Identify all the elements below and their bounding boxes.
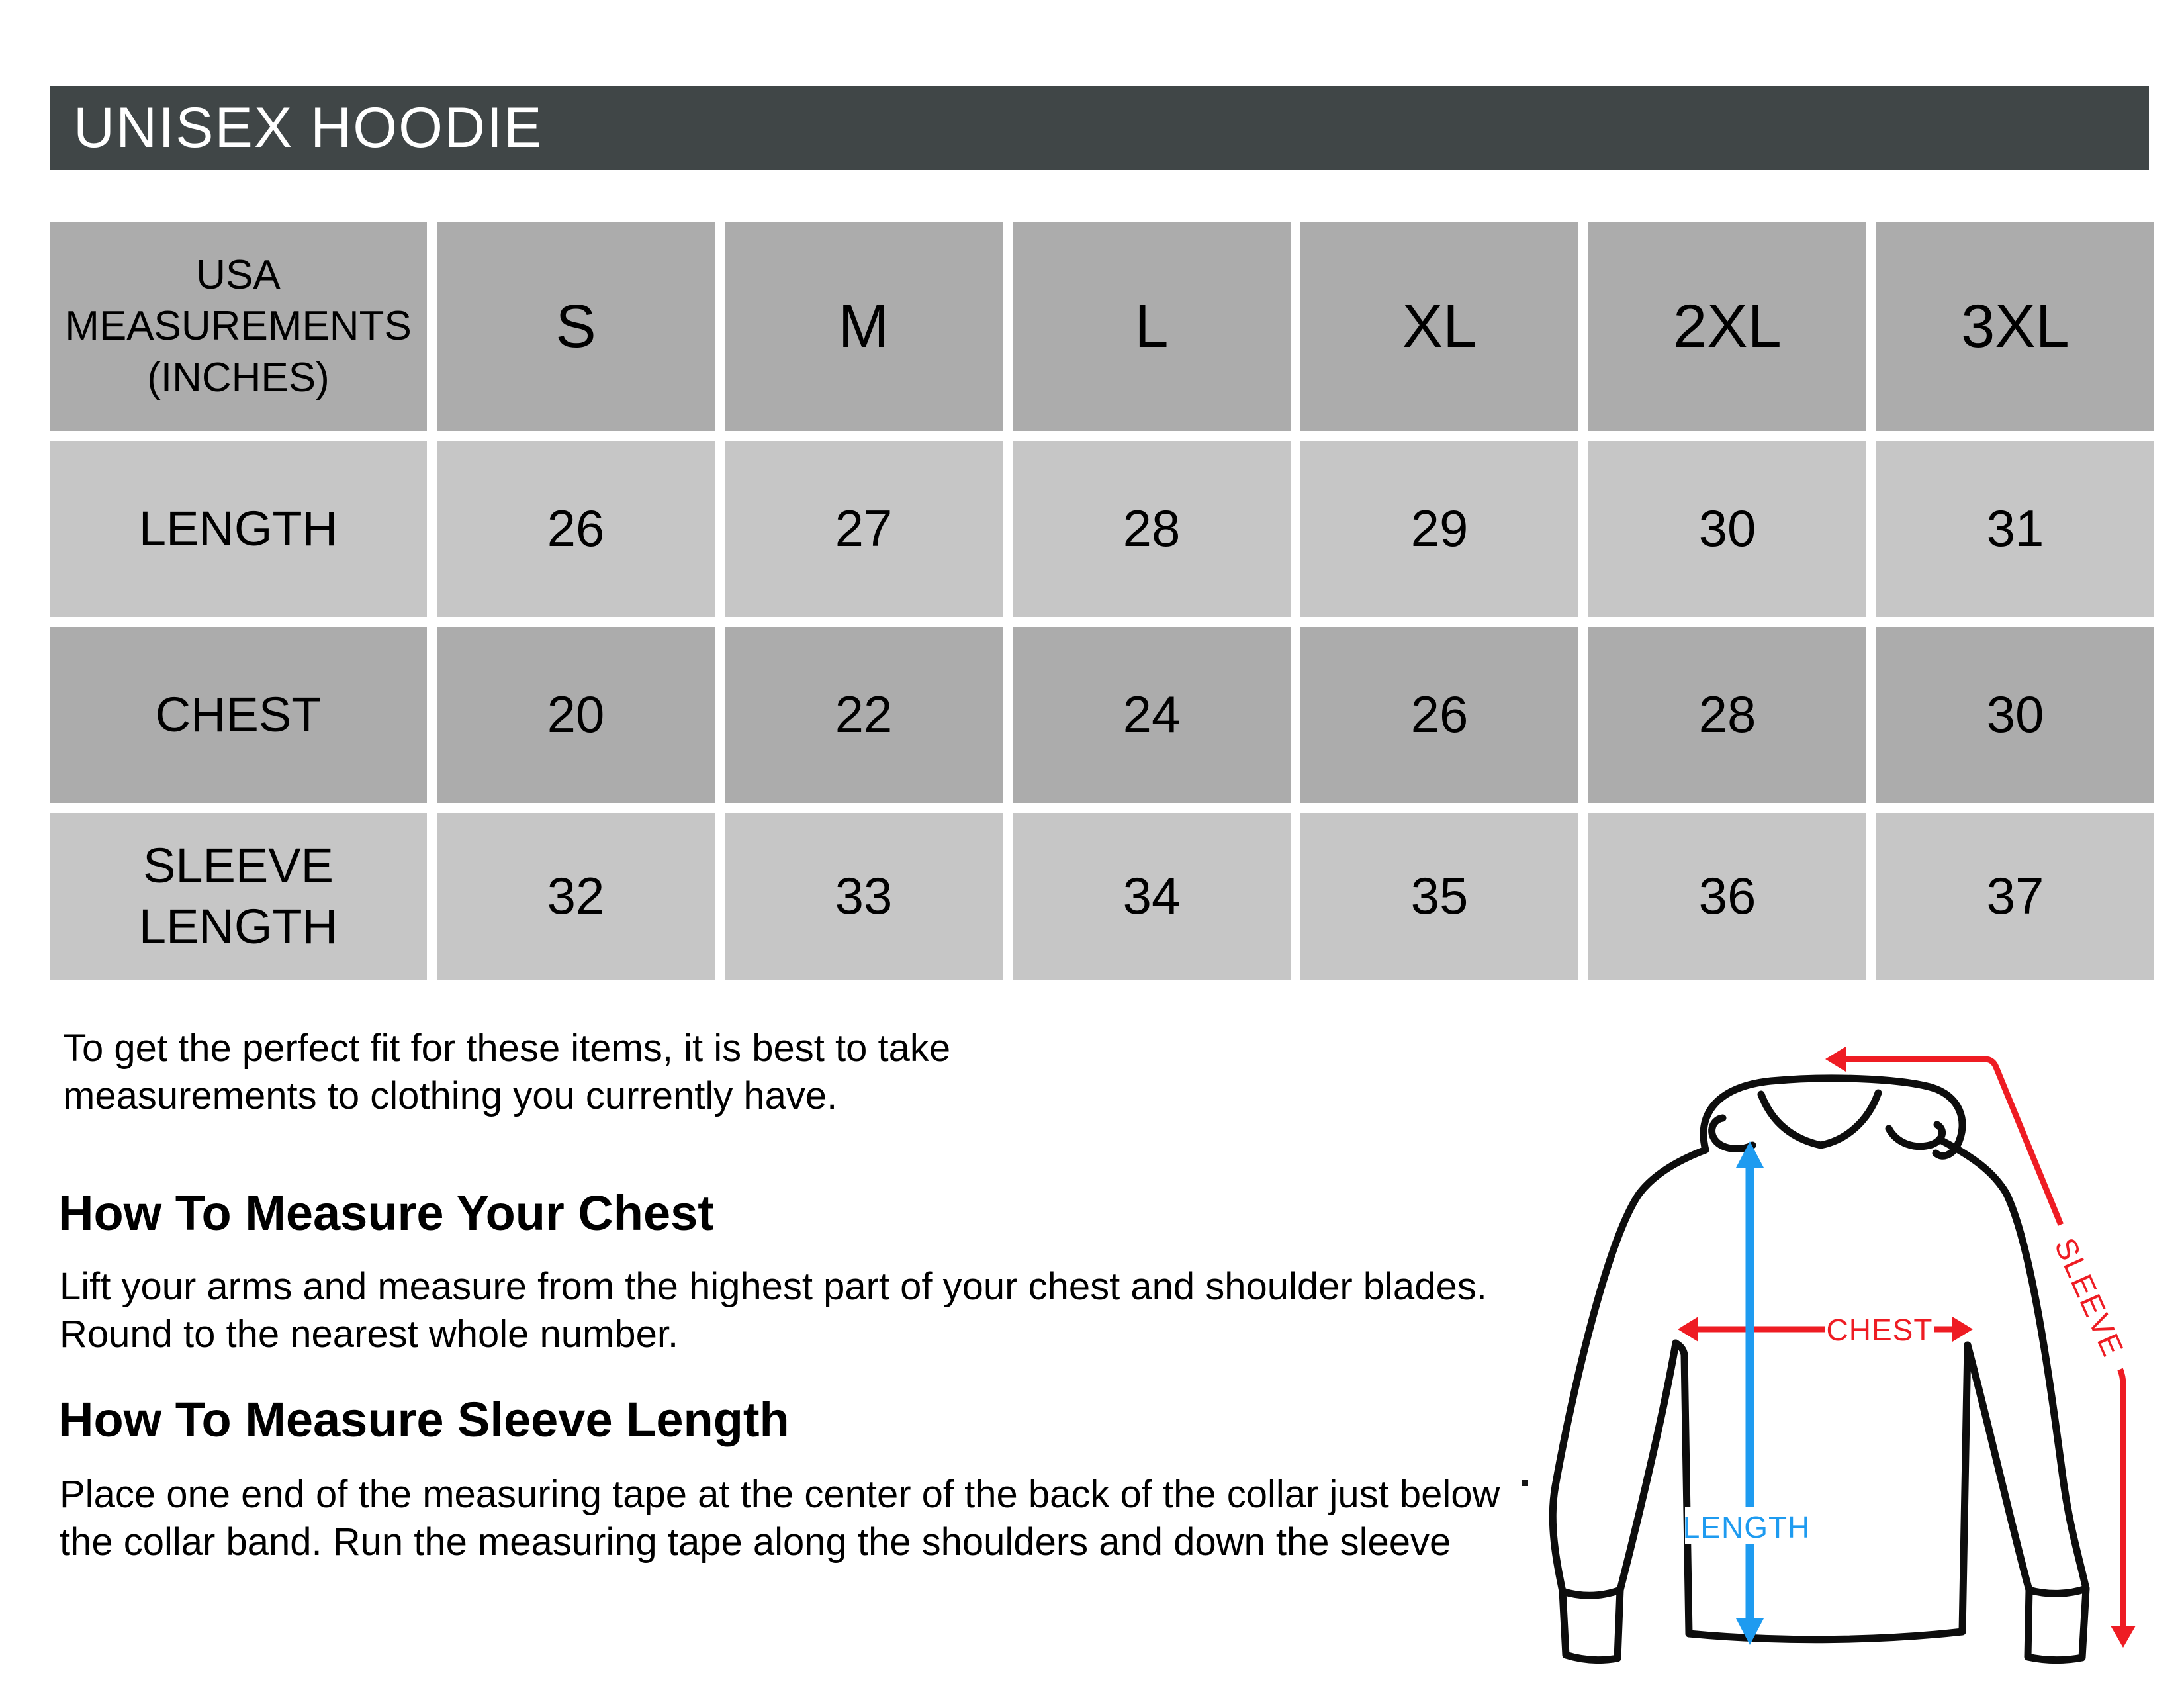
length-m: 27 <box>725 441 1003 617</box>
row-label-sleeve-length <box>50 813 427 980</box>
chest-arrow <box>1678 1311 1973 1347</box>
chest-arrowhead-left <box>1678 1317 1698 1342</box>
chest-arrowhead-right <box>1952 1317 1973 1342</box>
chest-body-line-2: Round to the nearest whole number. <box>60 1313 679 1356</box>
title-bar <box>50 86 2149 170</box>
chest-l: 24 <box>1013 627 1291 803</box>
corner-line-1: USA <box>196 252 281 298</box>
size-header-3xl: 3XL <box>1876 222 2154 431</box>
size-header-2xl: 2XL <box>1588 222 1866 431</box>
sleeve-3xl: 37 <box>1876 813 2154 980</box>
intro-line-2: measurements to clothing you currently have. <box>63 1074 838 1117</box>
size-header-s: S <box>437 222 715 431</box>
intro-paragraph <box>63 1025 950 1120</box>
chest-m: 22 <box>725 627 1003 803</box>
chest-s: 20 <box>437 627 715 803</box>
hoodie-outline <box>1553 1078 2086 1660</box>
page-title: UNISEX HOODIE <box>73 96 543 160</box>
sleeve-body-line-2: the collar band. Run the measuring tape along the shoulders and down the sleeve <box>60 1521 1451 1564</box>
chest-section-body <box>60 1263 1487 1358</box>
chest-section-heading: How To Measure Your Chest <box>58 1186 714 1241</box>
table-corner-header <box>50 222 427 431</box>
row-label-chest: CHEST <box>50 627 427 803</box>
sleeve-m: 33 <box>725 813 1003 980</box>
chest-xl: 26 <box>1300 627 1578 803</box>
size-header-xl: XL <box>1300 222 1578 431</box>
intro-line-1: To get the perfect fit for these items, it is best to take <box>63 1027 951 1070</box>
chest-3xl: 30 <box>1876 627 2154 803</box>
sleeve-section-body <box>60 1471 1500 1566</box>
length-xl: 29 <box>1300 441 1578 617</box>
sleeve-section-heading: How To Measure Sleeve Length <box>58 1392 790 1447</box>
row-label-length: LENGTH <box>50 441 427 617</box>
sleeve-arrowhead-down <box>2111 1626 2136 1648</box>
hoodie-measurement-diagram <box>1509 1019 2184 1688</box>
sleeve-arrowhead-left <box>1825 1047 1846 1072</box>
chest-2xl: 28 <box>1588 627 1866 803</box>
sleeve-label-line-2: LENGTH <box>138 899 338 954</box>
sleeve-s: 32 <box>437 813 715 980</box>
sleeve-xl: 35 <box>1300 813 1578 980</box>
length-2xl: 30 <box>1588 441 1866 617</box>
length-s: 26 <box>437 441 715 617</box>
corner-line-3: (INCHES) <box>147 354 330 400</box>
chest-body-line-1: Lift your arms and measure from the highest part of your chest and shoulder blades. <box>60 1265 1487 1308</box>
corner-line-2: MEASUREMENTS <box>65 303 412 350</box>
size-header-l: L <box>1013 222 1291 431</box>
length-3xl: 31 <box>1876 441 2154 617</box>
length-arrow-label: LENGTH <box>1682 1510 1811 1544</box>
size-table <box>50 222 2154 980</box>
sleeve-l: 34 <box>1013 813 1291 980</box>
sleeve-body-line-1: Place one end of the measuring tape at the center of the back of the collar just below <box>60 1473 1500 1516</box>
length-l: 28 <box>1013 441 1291 617</box>
sleeve-label-line-1: SLEEVE <box>143 837 334 893</box>
chest-arrow-label: CHEST <box>1826 1313 1933 1347</box>
sleeve-2xl: 36 <box>1588 813 1866 980</box>
length-arrow <box>1683 1141 1811 1645</box>
sleeve-arrow-label: SLEEVE <box>2048 1233 2131 1362</box>
size-header-m: M <box>725 222 1003 431</box>
